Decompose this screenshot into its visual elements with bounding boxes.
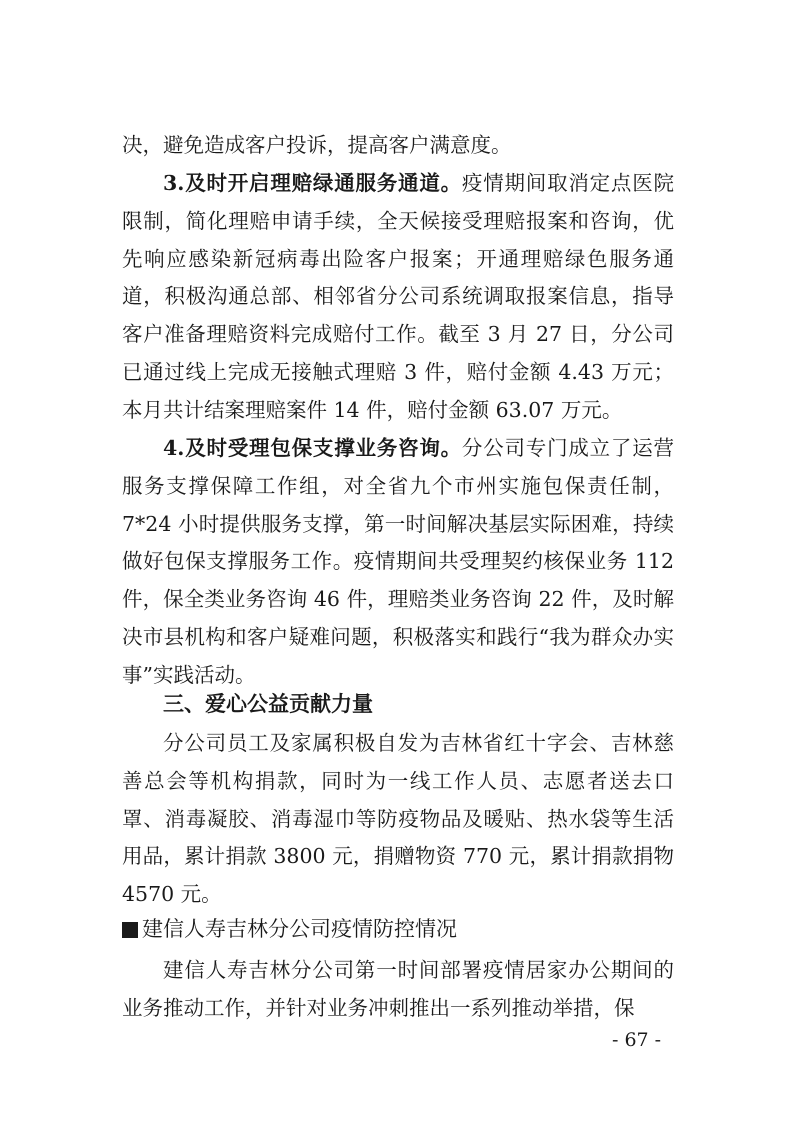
page-number: - 67 - bbox=[612, 1029, 662, 1051]
section-3-title: 三、爱心公益贡献力量 bbox=[163, 692, 373, 716]
block-title-text: 建信人寿吉林分公司疫情防控情况 bbox=[142, 917, 457, 941]
item-3-text: 疫情期间取消定点医院限制，简化理赔申请手续，全天候接受理赔报案和咨询，优先响应感染新冠病毒出险客户报案；开通理赔绿色服务通道，积极沟通总部、相邻省分公司系统调取报案信息，指导客户准备理赔资料完成赔付工作。截至 3 月 27 日，分公司已通过线上完成无接触式理赔 3 件，赔付金额 4.43 万元；本月共计结案理赔案件 14 件，赔付金额 63.07 万元。 bbox=[122, 171, 675, 422]
black-square-icon bbox=[122, 922, 138, 938]
item-4-text: 分公司专门成立了运营服务支撑保障工作组，对全省九个市州实施包保责任制，7*24 小时提供服务支撑，第一时间解决基层实际困难，持续做好包保支撑服务工作。疫情期间共受理契约核保业务 112 件，保全类业务咨询 46 件，理赔类业务咨询 22 件，及时解决市县机构和客户疑难问题，积极落实和践行“我为群众办实事”实践活动。 bbox=[122, 436, 675, 687]
paragraph-item-3 bbox=[122, 165, 674, 430]
item-3-heading: 3.及时开启理赔绿通服务通道。 bbox=[163, 171, 462, 195]
paragraph-item-4 bbox=[122, 430, 674, 695]
paragraph-block: 建信人寿吉林分公司第一时间部署疫情居家办公期间的业务推动工作，并针对业务冲刺推出一系列推动举措，保 bbox=[122, 958, 674, 1020]
paragraph-intro: 决，避免造成客户投诉，提高客户满意度。 bbox=[122, 133, 512, 157]
block-title bbox=[122, 911, 457, 948]
paragraph-section-3: 分公司员工及家属积极自发为吉林省红十字会、吉林慈善总会等机构捐款，同时为一线工作人员、志愿者送去口罩、消毒凝胶、消毒湿巾等防疫物品及暖贴、热水袋等生活用品，累计捐款 3800 元，捐赠物资 770 元，累计捐款捐物 4570 元。 bbox=[122, 731, 674, 907]
item-4-heading: 4.及时受理包保支撑业务咨询。 bbox=[163, 436, 462, 460]
